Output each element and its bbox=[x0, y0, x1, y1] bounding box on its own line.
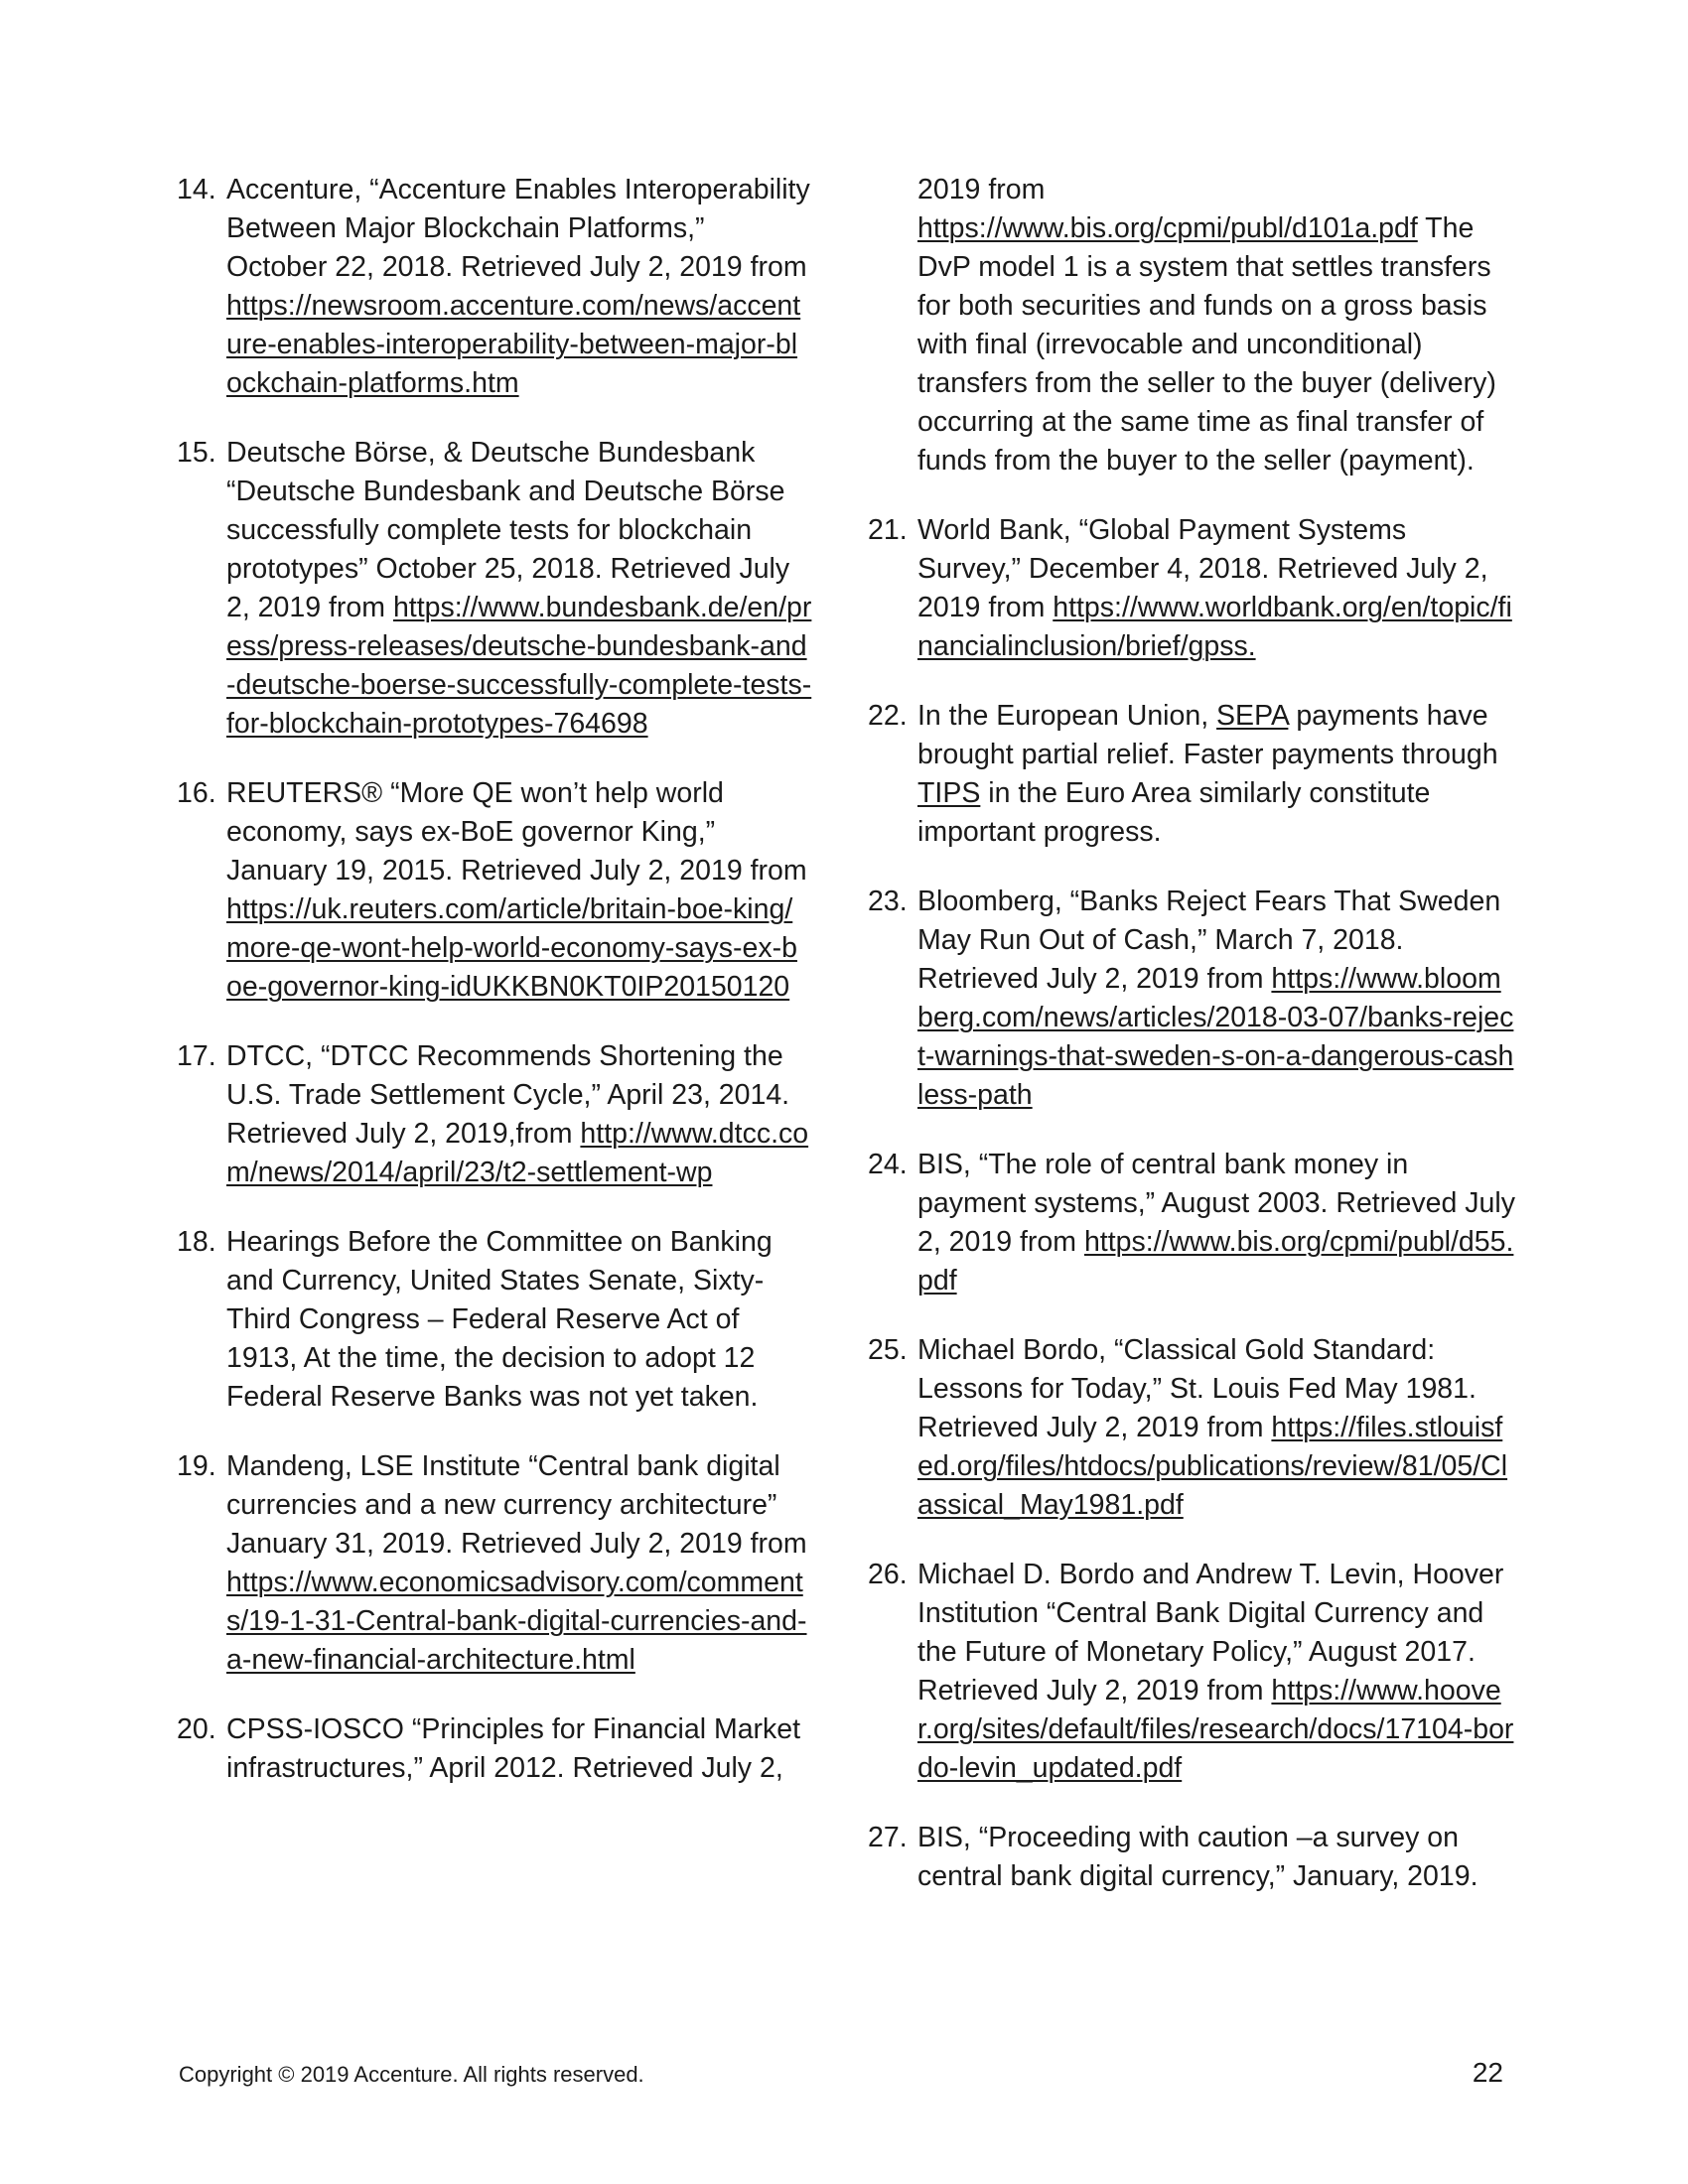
reference-23 bbox=[868, 883, 1515, 1115]
reference-link[interactable]: https://www.hoover.org/sites/default/files/research/docs/17104-bordo-levin_updated.pdf bbox=[917, 1675, 1514, 1784]
reference-20-continued bbox=[868, 171, 1515, 480]
copyright-notice: Copyright © 2019 Accenture. All rights reserved. bbox=[179, 2062, 644, 2087]
sepa-link[interactable]: SEPA bbox=[1216, 700, 1289, 732]
reference-text-after: in the Euro Area similarly constitute important progress. bbox=[917, 777, 1431, 848]
reference-link[interactable]: https://www.worldbank.org/en/topic/financialinclusion/brief/gpss. bbox=[917, 592, 1512, 662]
reference-number: 22. bbox=[868, 700, 908, 732]
reference-25 bbox=[868, 1331, 1515, 1525]
reference-number: 18. bbox=[177, 1226, 216, 1258]
reference-text-after: The DvP model 1 is a system that settles transfers for both securities and funds on a gross basis with final (irrevocable and unconditional) transfers from the seller to the buyer (delivery) occurring at the same time as final transfer of funds from the buyer to the seller (payment). bbox=[917, 212, 1496, 477]
reference-link[interactable]: http://www.dtcc.com/news/2014/april/23/t2-settlement-wp bbox=[226, 1118, 809, 1188]
reference-number: 24. bbox=[868, 1149, 908, 1180]
tips-link[interactable]: TIPS bbox=[917, 777, 981, 809]
reference-17 bbox=[177, 1037, 812, 1192]
reference-text: Michael D. Bordo and Andrew T. Levin, Hoover Institution “Central Bank Digital Currency and the Future of Monetary Policy,” August 2017. Retrieved July 2, 2019 from bbox=[917, 1559, 1504, 1706]
reference-text: Hearings Before the Committee on Banking and Currency, United States Senate, Sixty-Third Congress – Federal Reserve Act of 1913, At the time, the decision to adopt 12 Federal Reserve Banks was not yet taken. bbox=[226, 1226, 773, 1413]
reference-text: Bloomberg, “Banks Reject Fears That Sweden May Run Out of Cash,” March 7, 2018. Retrieved July 2, 2019 from bbox=[917, 886, 1501, 995]
reference-16 bbox=[177, 774, 812, 1007]
reference-link[interactable]: https://uk.reuters.com/article/britain-boe-king/more-qe-wont-help-world-economy-says-ex-boe-governor-king-idUKKBN0KT0IP20150120 bbox=[226, 893, 797, 1003]
reference-number: 17. bbox=[177, 1040, 216, 1072]
reference-text: Accenture, “Accenture Enables Interoperability Between Major Blockchain Platforms,” October 22, 2018. Retrieved July 2, 2019 from bbox=[226, 174, 810, 283]
reference-link[interactable]: https://files.stlouisfed.org/files/htdocs/publications/review/81/05/Classical_May1981.pdf bbox=[917, 1412, 1508, 1521]
reference-text: 2019 from bbox=[917, 174, 1046, 205]
reference-text: BIS, “The role of central bank money in payment systems,” August 2003. Retrieved July 2, 2019 from bbox=[917, 1149, 1515, 1258]
reference-text: Mandeng, LSE Institute “Central bank digital currencies and a new currency architecture” January 31, 2019. Retrieved July 2, 2019 from bbox=[226, 1450, 807, 1560]
references-right-column bbox=[868, 171, 1515, 1927]
reference-26 bbox=[868, 1556, 1515, 1788]
reference-text: In the European Union, bbox=[917, 700, 1217, 732]
reference-21 bbox=[868, 511, 1515, 666]
reference-number: 21. bbox=[868, 514, 908, 546]
reference-link[interactable]: https://www.economicsadvisory.com/comments/19-1-31-Central-bank-digital-currencies-and-a-new-financial-architecture.html bbox=[226, 1567, 807, 1676]
page-number: 22 bbox=[1472, 2057, 1503, 2088]
reference-link[interactable]: https://www.bundesbank.de/en/press/press-releases/deutsche-bundesbank-and-deutsche-boerse-successfully-complete-tests-for-blockchain-prototypes-764698 bbox=[226, 592, 812, 740]
reference-text: DTCC, “DTCC Recommends Shortening the U.S. Trade Settlement Cycle,” April 23, 2014. Retrieved July 2, 2019,from bbox=[226, 1040, 790, 1150]
references-left-column bbox=[177, 171, 812, 1819]
reference-15 bbox=[177, 434, 812, 744]
reference-number: 25. bbox=[868, 1334, 908, 1366]
reference-text: World Bank, “Global Payment Systems Survey,” December 4, 2018. Retrieved July 2, 2019 from bbox=[917, 514, 1488, 623]
reference-link[interactable]: https://www.bis.org/cpmi/publ/d55.pdf bbox=[917, 1226, 1514, 1297]
reference-number: 20. bbox=[177, 1713, 216, 1745]
reference-number: 23. bbox=[868, 886, 908, 917]
reference-number: 19. bbox=[177, 1450, 216, 1482]
reference-14 bbox=[177, 171, 812, 403]
reference-27 bbox=[868, 1819, 1515, 1896]
reference-24 bbox=[868, 1146, 1515, 1300]
page-footer bbox=[179, 2057, 1503, 2089]
reference-19 bbox=[177, 1447, 812, 1680]
reference-number: 15. bbox=[177, 437, 216, 469]
reference-number: 16. bbox=[177, 777, 216, 809]
reference-number: 26. bbox=[868, 1559, 908, 1590]
reference-text: Michael Bordo, “Classical Gold Standard: Lessons for Today,” St. Louis Fed May 1981. Retrieved July 2, 2019 from bbox=[917, 1334, 1477, 1443]
reference-number: 14. bbox=[177, 174, 216, 205]
reference-text: BIS, “Proceeding with caution –a survey on central bank digital currency,” January, 2019. bbox=[917, 1822, 1478, 1892]
reference-number: 27. bbox=[868, 1822, 908, 1853]
reference-link[interactable]: https://www.bis.org/cpmi/publ/d101a.pdf bbox=[917, 212, 1418, 244]
reference-text-after: payments have brought partial relief. Faster payments through bbox=[917, 700, 1498, 770]
reference-22 bbox=[868, 697, 1515, 852]
reference-link[interactable]: https://newsroom.accenture.com/news/accenture-enables-interoperability-between-major-blockchain-platforms.htm bbox=[226, 290, 801, 399]
reference-18 bbox=[177, 1223, 812, 1417]
reference-text: Deutsche Börse, & Deutsche Bundesbank “Deutsche Bundesbank and Deutsche Börse successfully complete tests for blockchain prototypes” October 25, 2018. Retrieved July 2, 2019 from bbox=[226, 437, 790, 623]
reference-20 bbox=[177, 1710, 812, 1788]
reference-text: CPSS-IOSCO “Principles for Financial Market infrastructures,” April 2012. Retrieved July 2, bbox=[226, 1713, 801, 1784]
reference-link[interactable]: https://www.bloomberg.com/news/articles/2018-03-07/banks-reject-warnings-that-sweden-s-on-a-dangerous-cashless-path bbox=[917, 963, 1514, 1111]
reference-text: REUTERS® “More QE won’t help world economy, says ex-BoE governor King,” January 19, 2015. Retrieved July 2, 2019 from bbox=[226, 777, 807, 887]
